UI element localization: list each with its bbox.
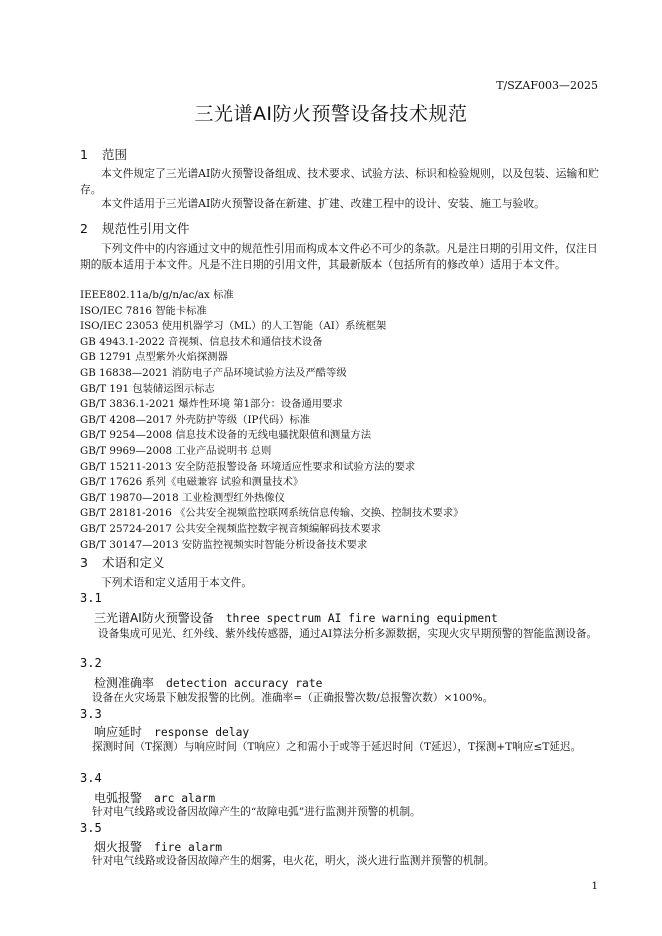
- reference-item: GB/T 19870—2018 工业检测型红外热像仪: [80, 491, 285, 504]
- reference-item: GB/T 4208—2017 外壳防护等级（IP代码）标准: [80, 413, 310, 426]
- term-name: [94, 723, 249, 740]
- section-2-intro-text: 下列文件中的内容通过文中的规范性引用而构成本文件必不可少的条款。凡是注日期的引用文件，仅注日期的版本适用于本文件。凡是不注日期的引用文件，其最新版本（包括所有的修改单）适用于本文件。: [80, 242, 598, 271]
- term-definition-text: 设备集成可见光、红外线、紫外线传感器，通过AI算法分析多源数据，实现火灾早期预警的智能监测设备。: [98, 628, 598, 640]
- section-3-heading: [80, 553, 165, 571]
- term-definition-text: 针对电气线路或设备因故障产生的烟雾，电火花，明火，淡火进行监测并预警的机制。: [92, 855, 495, 867]
- reference-item: GB/T 9969—2008 工业产品说明书 总则: [80, 444, 272, 457]
- term-definition: [92, 691, 606, 707]
- reference-item: GB/T 191 包装储运图示标志: [80, 382, 215, 395]
- term-name-cn: 三光谱AI防火预警设备: [94, 611, 214, 625]
- term-definition-text: 针对电气线路或设备因故障产生的“故障电弧”进行监测并预警的机制。: [92, 806, 421, 818]
- reference-item: GB/T 30147—2013 安防监控视频实时智能分析设备技术要求: [80, 538, 368, 551]
- term-definition: [92, 627, 606, 643]
- term-name-cn: 响应延时: [94, 725, 143, 739]
- term-name-en: response delay: [154, 726, 250, 739]
- term-definition-text: 设备在火灾场景下触发报警的比例。准确率=（正确报警次数/总报警次数）×100%。: [92, 692, 494, 704]
- section-1-paragraph-1-text: 本文件规定了三光谱AI防火预警设备组成、技术要求、试验方法、标识和检验规则，以及包装、运输和贮存。: [80, 167, 599, 196]
- term-name-cn: 电弧报警: [94, 791, 143, 805]
- document-title: 三光谱AI防火预警设备技术规范: [194, 103, 468, 125]
- section-1-paragraph-2-text: 本文件适用于三光谱AI防火预警设备在新建、扩建、改建工程中的设计、安装、施工与验收。: [101, 197, 545, 210]
- term-number: 3.2: [80, 656, 102, 670]
- term-definition-text: 探测时间（T探测）与响应时间（T响应）之和需小于或等于延迟时间（T延迟），T探测+T响应≤T延迟。: [92, 741, 582, 753]
- term-name-cn: 烟火报警: [94, 840, 143, 854]
- section-3-title: 术语和定义: [102, 555, 165, 570]
- section-3-intro-text: 下列术语和定义适用于本文件。: [101, 576, 253, 589]
- reference-item: GB 12791 点型紫外火焰探测器: [80, 351, 228, 364]
- term-number: 3.1: [80, 591, 102, 605]
- reference-item: GB/T 28181-2016 《公共安全视频监控联网系统信息传输、交换、控制技术要求》: [80, 507, 464, 520]
- term-number: 3.3: [80, 707, 102, 721]
- term-name-en: three spectrum AI fire warning equipment: [225, 612, 498, 625]
- section-1-paragraph-1: [80, 166, 603, 197]
- section-2-title: 规范性引用文件: [102, 221, 190, 236]
- reference-list: [80, 288, 463, 553]
- term-definition: [92, 854, 606, 870]
- term-number: 3.4: [80, 771, 102, 785]
- section-1-paragraph-2: [80, 196, 603, 212]
- section-2-intro: [80, 241, 603, 272]
- section-1-heading: [80, 145, 127, 163]
- reference-item: GB/T 25724-2017 公共安全视频监控数字视音频编解码技术要求: [80, 522, 382, 535]
- reference-item: ISO/IEC 7816 智能卡标准: [80, 304, 207, 317]
- term-name-en: detection accuracy rate: [166, 677, 323, 690]
- reference-item: GB/T 17626 系列《电磁兼容 试验和测量技术》: [80, 476, 304, 489]
- section-1-number: 1: [80, 147, 88, 162]
- term-definition: [92, 740, 606, 756]
- reference-item: GB 4943.1-2022 音视频、信息技术和通信技术设备: [80, 335, 323, 348]
- section-2-heading: [80, 219, 190, 237]
- page-number: 1: [591, 880, 598, 892]
- reference-item: ISO/IEC 23053 使用机器学习（ML）的人工智能（AI）系统框架: [80, 320, 387, 333]
- term-name: [94, 609, 498, 626]
- section-3-intro: [80, 575, 603, 591]
- term-definition: [92, 805, 606, 821]
- section-1-title: 范围: [102, 147, 128, 162]
- term-name: [94, 789, 215, 806]
- reference-item: GB/T 9254—2008 信息技术设备的无线电骚扰限值和测量方法: [80, 429, 372, 442]
- document-code: T/SZAF003—2025: [496, 79, 598, 92]
- reference-item: GB/T 15211-2013 安全防范报警设备 环境适应性要求和试验方法的要求: [80, 460, 416, 473]
- term-name-cn: 检测准确率: [94, 676, 155, 690]
- term-name-en: arc alarm: [154, 792, 216, 805]
- term-number: 3.5: [80, 821, 102, 835]
- reference-item: GB 16838—2021 消防电子产品环境试验方法及严酷等级: [80, 366, 347, 379]
- reference-item: IEEE802.11a/b/g/n/ac/ax 标准: [80, 289, 234, 301]
- term-name-en: fire alarm: [154, 841, 223, 854]
- term-name: [94, 838, 222, 855]
- section-3-number: 3: [80, 555, 88, 570]
- term-name: [94, 674, 322, 691]
- reference-item: GB/T 3836.1-2021 爆炸性环境 第1部分：设备通用要求: [80, 398, 343, 411]
- section-2-number: 2: [80, 221, 88, 236]
